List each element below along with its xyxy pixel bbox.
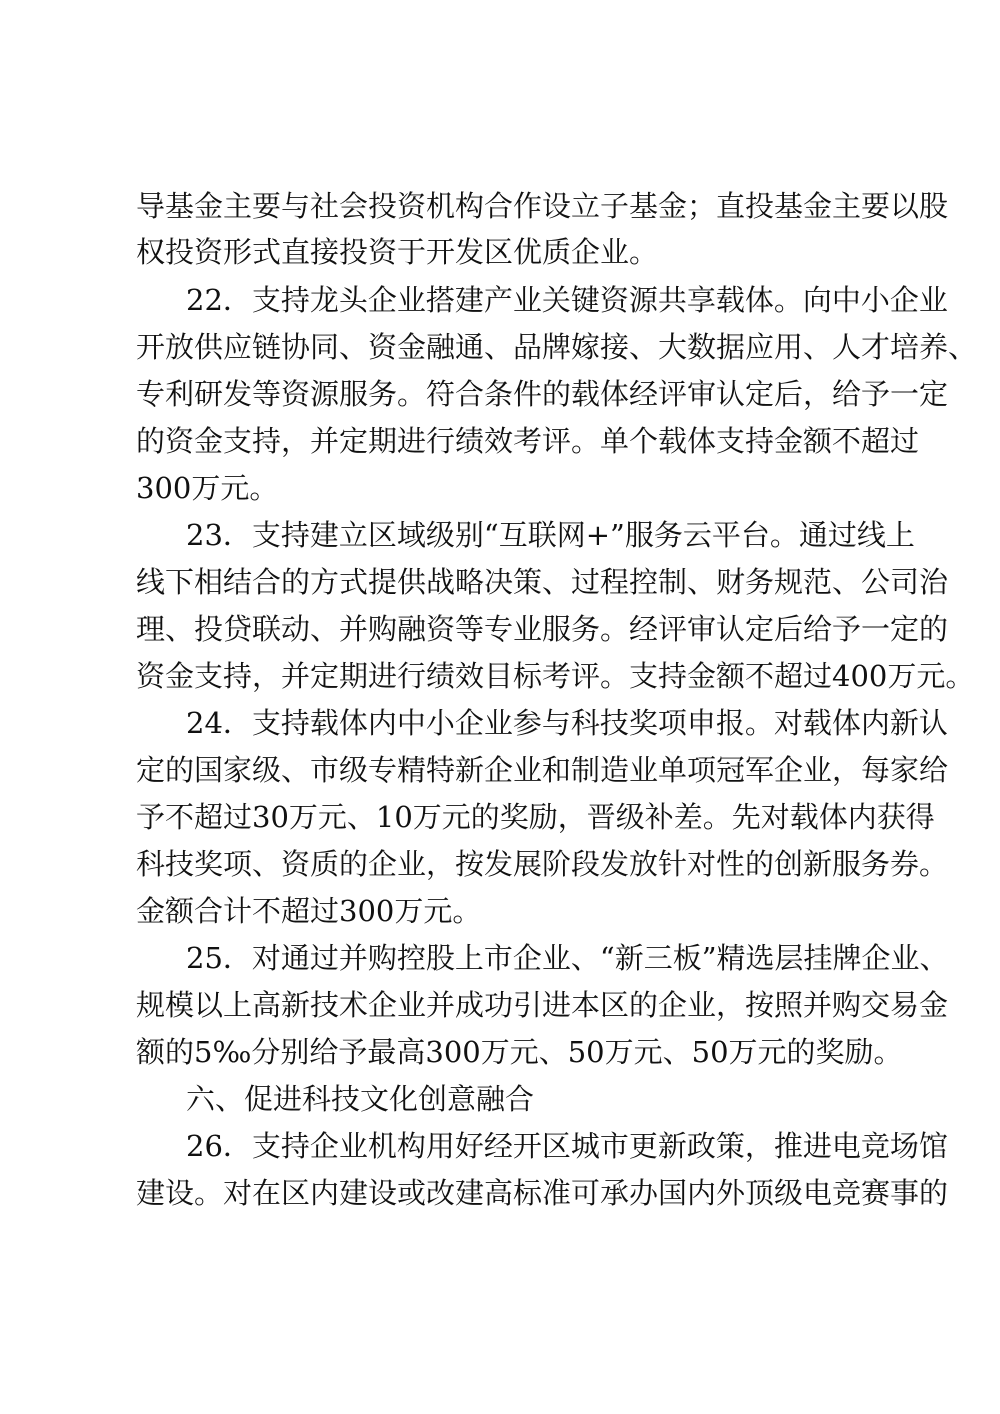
paragraph-22-first-line: 22．支持龙头企业搭建产业关键资源共享载体。向中小企业 [186, 283, 948, 317]
text-line: 导基金主要与社会投资机构合作设立子基金；直投基金主要以股 [136, 189, 949, 223]
text-line: 权投资形式直接投资于开发区优质企业。 [136, 235, 659, 269]
text-line: 额的5‰分别给予最高300万元、50万元、50万元的奖励。 [136, 1035, 903, 1069]
text-line: 300万元。 [136, 471, 279, 505]
text-line: 资金支持，并定期进行绩效目标考评。支持金额不超过400万元。 [136, 659, 975, 693]
text-line: 金额合计不超过300万元。 [136, 894, 482, 928]
text-line: 的资金支持，并定期进行绩效考评。单个载体支持金额不超过 [136, 424, 920, 458]
text-line: 专利研发等资源服务。符合条件的载体经评审认定后，给予一定 [136, 377, 949, 411]
paragraph-26-first-line: 26．支持企业机构用好经开区城市更新政策，推进电竞场馆 [186, 1129, 948, 1163]
text-line: 科技奖项、资质的企业，按发展阶段发放针对性的创新服务券。 [136, 847, 949, 881]
section-heading: 六、促进科技文化创意融合 [186, 1082, 535, 1116]
text-line: 予不超过30万元、10万元的奖励，晋级补差。先对载体内获得 [136, 800, 935, 834]
text-line: 理、投贷联动、并购融资等专业服务。经评审认定后给予一定的 [136, 612, 949, 646]
text-line: 建设。对在区内建设或改建高标准可承办国内外顶级电竞赛事的 [136, 1176, 949, 1210]
paragraph-24-first-line: 24．支持载体内中小企业参与科技奖项申报。对载体内新认 [186, 706, 948, 740]
text-line: 定的国家级、市级专精特新企业和制造业单项冠军企业，每家给 [136, 753, 949, 787]
text-line: 开放供应链协同、资金融通、品牌嫁接、大数据应用、人才培养、 [136, 330, 978, 364]
paragraph-23-first-line: 23．支持建立区域级别“互联网+”服务云平台。通过线上 [186, 518, 915, 552]
text-line: 规模以上高新技术企业并成功引进本区的企业，按照并购交易金 [136, 988, 949, 1022]
text-line: 线下相结合的方式提供战略决策、过程控制、财务规范、公司治 [136, 565, 949, 599]
paragraph-25-first-line: 25．对通过并购控股上市企业、“新三板”精选层挂牌企业、 [186, 941, 949, 975]
